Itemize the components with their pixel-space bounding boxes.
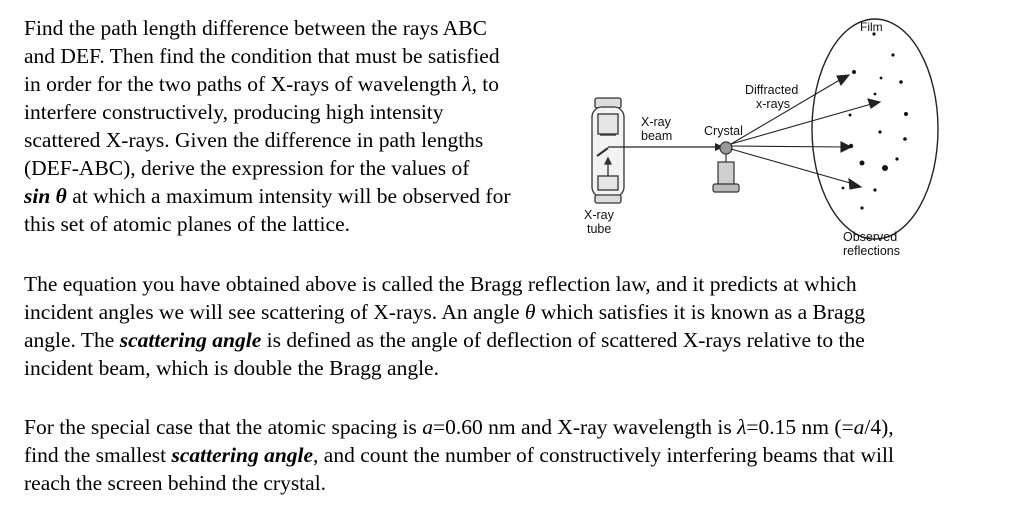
p3-line-1c: =0.15 nm (= xyxy=(746,415,854,439)
label-diffracted-2: x-rays xyxy=(756,97,791,111)
p3-line-2b: , and count the number of constructively interfering beams that will xyxy=(313,443,894,467)
p3-line-1a: For the special case that the atomic spacing is xyxy=(24,415,423,439)
sin-theta: sin θ xyxy=(24,184,67,208)
p1-line-4: interfere constructively, producing high intensity xyxy=(24,100,444,124)
special-case-paragraph xyxy=(24,413,1014,497)
p2-line-2b: which satisfies it is known as a Bragg xyxy=(535,300,866,324)
a-symbol-2: a xyxy=(853,415,865,439)
scattering-angle-term: scattering angle xyxy=(119,328,262,352)
p1-line-7 xyxy=(24,182,584,210)
p1-line-1: Find the path length difference between the rays ABC xyxy=(24,16,487,40)
lambda-symbol-2: λ xyxy=(737,415,747,439)
p1-line-3 xyxy=(24,70,584,98)
p2-line-4: incident beam, which is double the Bragg angle. xyxy=(24,356,439,380)
p1-line-6: (DEF-ABC), derive the expression for the values of xyxy=(24,156,470,180)
p3-line-1d: /4), xyxy=(864,415,894,439)
label-diffracted-1: Diffracted xyxy=(745,83,799,97)
p1-line-7b: at which a maximum intensity will be observed for xyxy=(66,184,511,208)
p3-line-1 xyxy=(24,413,1014,441)
p2-line-2 xyxy=(24,298,1009,326)
xray-diffraction-diagram xyxy=(575,0,975,262)
film-screen xyxy=(812,19,938,239)
label-observed-2: reflections xyxy=(843,244,900,258)
p2-line-3b: is defined as the angle of deflection of scattered X-rays relative to the xyxy=(261,328,865,352)
xray-tube-icon xyxy=(592,98,624,203)
p2-line-1: The equation you have obtained above is called the Bragg reflection law, and it predicts at which xyxy=(24,272,857,296)
scattering-angle-term-2: scattering angle xyxy=(171,443,314,467)
p2-line-2a: incident angles we will see scattering of X-rays. An angle xyxy=(24,300,525,324)
label-film: Film xyxy=(860,20,883,34)
bragg-law-paragraph xyxy=(24,270,1009,382)
p1-line-2: and DEF. Then find the condition that must be satisfied xyxy=(24,44,500,68)
p3-line-2a: find the smallest xyxy=(24,443,172,467)
p3-line-1b: =0.60 nm and X-ray wavelength is xyxy=(432,415,738,439)
a-symbol: a xyxy=(422,415,433,439)
p1-line-3b: , to xyxy=(471,72,500,96)
label-xray-tube-2: tube xyxy=(587,222,612,236)
p2-line-3a: angle. The xyxy=(24,328,120,352)
p3-line-2 xyxy=(24,441,1014,469)
label-crystal: Crystal xyxy=(704,124,743,138)
theta-symbol: θ xyxy=(524,300,536,324)
label-xray-tube-1: X-ray xyxy=(584,208,614,222)
label-xray-beam-2: beam xyxy=(641,129,673,143)
label-xray-beam-1: X-ray xyxy=(641,115,671,129)
p1-line-8: this set of atomic planes of the lattice. xyxy=(24,212,350,236)
label-observed-1: Observed xyxy=(843,230,898,244)
question-paragraph-1 xyxy=(24,14,584,238)
p3-line-3: reach the screen behind the crystal. xyxy=(24,471,327,495)
p1-line-3a: in order for the two paths of X-rays of wavelength xyxy=(24,72,463,96)
p1-line-5: scattered X-rays. Given the difference in path lengths xyxy=(24,128,484,152)
p2-line-3 xyxy=(24,326,1009,354)
lambda-symbol: λ xyxy=(462,72,472,96)
